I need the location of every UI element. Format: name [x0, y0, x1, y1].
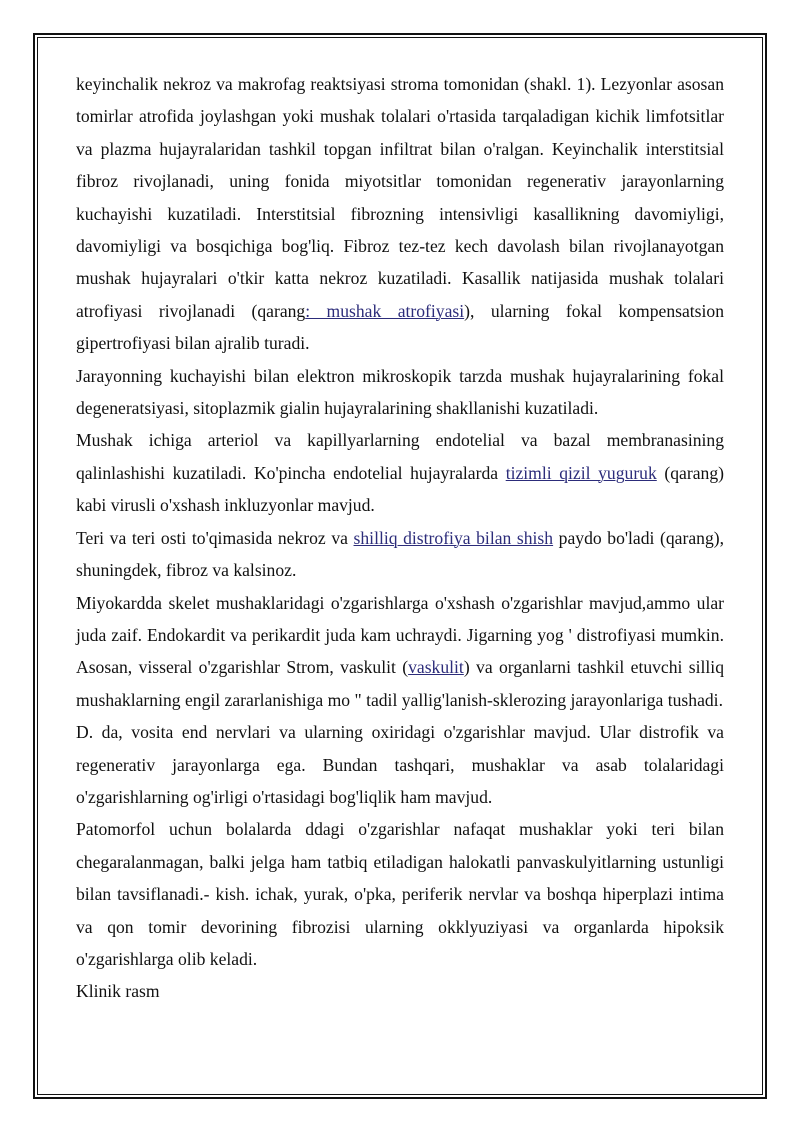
paragraph-arterioles: Mushak ichiga arteriol va kapillyarlarning endotelial va bazal membranasining qalinlashishi kuzatiladi. Ko'pincha endotelial hujayralarda tizimli qizil yuguruk (qarang) kabi virusli o'xshash inkluzyonlar mavjud.: [76, 430, 724, 516]
link-mushak-atrofiyasi[interactable]: : mushak atrofiyasi: [305, 300, 465, 321]
paragraph-nerves: D. da, vosita end nervlari va ularning oxiridagi o'zgarishlar mavjud. Ular distrofik va regenerativ jarayonlarga ega. Bundan tashqari, mushaklar va asab tolalaridagi o'zgarishlarning og'irligi o'rtasidagi bog'liqlik ham mavjud.: [76, 722, 724, 807]
paragraph-skin: Teri va teri osti to'qimasida nekroz va shilliq distrofiya bilan shish paydo bo'ladi (qarang), shuningdek, fibroz va kalsinoz.: [76, 527, 724, 581]
paragraph-lesions: keyinchalik nekroz va makrofag reaktsiyasi stroma tomonidan (shakl. 1). Lezyonlar asosan tomirlar atrofida joylashgan yoki mushak tolalari o'rtasida tarqaladigan kichik limfotsitlar va plazma hujayralaridan tashkil topgan infiltrat bilan o'ralgan. Keyinchalik interstitsial fibroz rivojlanadi, uning fonida miyotsitlar tomonidan regenerativ jarayonlarning kuchayishi kuzatiladi. Interstitsial fibrozning intensivligi kasallikning davomiyligi, davomiyligi va bosqichiga bog'liq. Fibroz tez-tez kech davolash bilan rivojlanayotgan mushak hujayralari o'tkir katta nekroz kuzatiladi. Kasallik natijasida mushak tolalari atrofiyasi rivojlanadi (qarang: mushak atrofiyasi), ularning fokal kompensatsion gipertrofiyasi bilan ajralib turadi.: [76, 74, 724, 354]
section-heading-klinik-rasm: Klinik rasm: [76, 981, 160, 1002]
paragraph-pathomorphology: Patomorfol uchun bolalarda ddagi o'zgarishlar nafaqat mushaklar yoki teri bilan chegaralanmagan, balki jelga ham tatbiq etiladigan halokatli panvaskulyitlarning ustunligi bilan tavsiflanadi.- kish. ichak, yurak, o'pka, periferik nervlar va boshqa hiperplazi intima va qon tomir devorining fibrozisi ularning okklyuziyasi va organlarda hipoksik o'zgarishlarga olib keladi.: [76, 819, 724, 969]
paragraph-myocardium: Miyokardda skelet mushaklaridagi o'zgarishlarga o'xshash o'zgarishlar mavjud,ammo ular juda zaif. Endokardit va perikardit juda kam uchraydi. Jigarning yog ' distrofiyasi mumkin. Asosan, visseral o'zgarishlar Strom, vaskulit (vaskulit) va organlarni tashkil etuvchi silliq mushaklarning engil zararlanishiga mo " tadil yallig'lanish-sklerozing jarayonlariga tushadi.: [76, 592, 724, 710]
paragraph-electron-microscopy: Jarayonning kuchayishi bilan elektron mikroskopik tarzda mushak hujayralarining fokal degeneratsiyasi, sitoplazmik gialin hujayralarining shakllanishi kuzatiladi.: [76, 365, 724, 419]
link-shilliq-distrofiya[interactable]: shilliq distrofiya bilan shish: [353, 527, 554, 548]
document-body: [76, 68, 724, 1008]
link-vaskulit[interactable]: vaskulit: [408, 657, 464, 678]
link-tizimli-qizil-yuguruk[interactable]: tizimli qizil yuguruk: [505, 462, 657, 483]
